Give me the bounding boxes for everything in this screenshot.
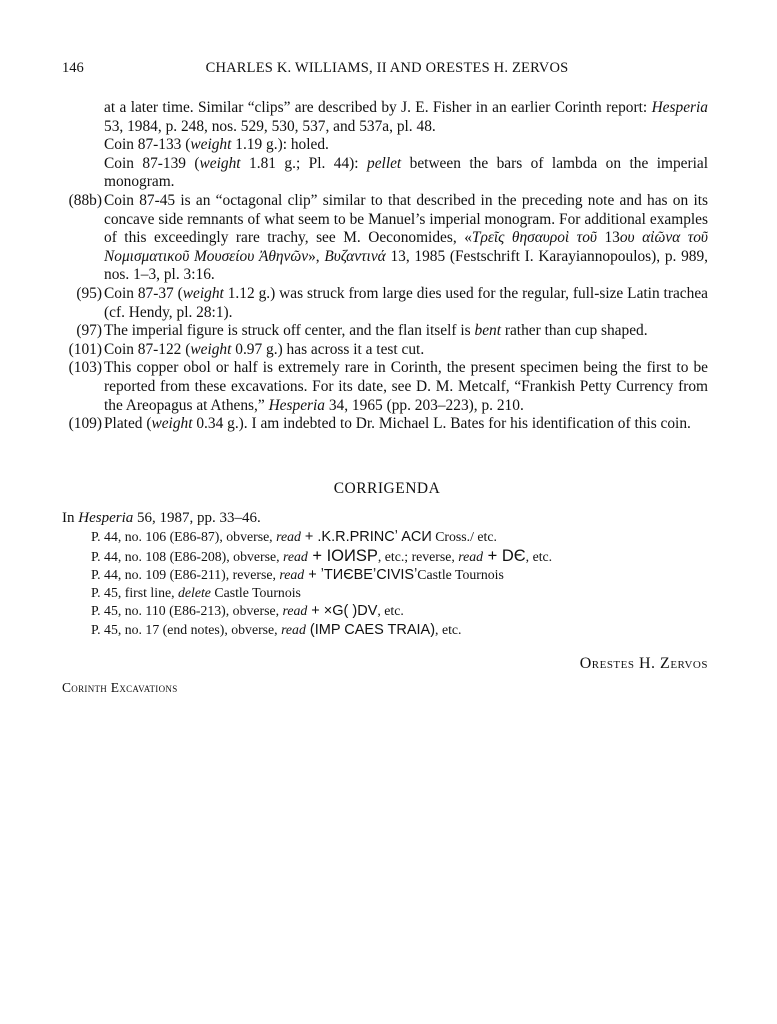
note-101 (62, 341, 708, 360)
greek-text: ου αἰῶνα τοῦ Νομισματικοῦ Μουσείου Ἀθηνῶν (104, 229, 708, 265)
note-number: (95) (76, 284, 102, 302)
text-run: , etc. (525, 548, 553, 564)
text-run: Coin 87-133 ( (104, 136, 191, 154)
coin-legend: (IMP CAES TRAIA) (305, 621, 436, 638)
greek-text: Τρεῖς θησαυροὶ τοῦ (471, 229, 597, 247)
italic-run: read (458, 548, 484, 564)
italic-run: read (282, 548, 308, 564)
italic-run: bent (474, 322, 501, 340)
note-body (104, 322, 708, 341)
corrigenda-item (91, 547, 712, 566)
text-run: P. 45, first line, (91, 585, 178, 601)
note-body (104, 341, 708, 360)
italic-run: read (282, 603, 308, 619)
coin-87-139-note (62, 155, 708, 192)
text-run: P. 44, no. 109 (E86-211), reverse, (91, 566, 280, 582)
text-run: In (62, 510, 79, 526)
italic-run: weight (151, 415, 193, 433)
italic-run: Hesperia (268, 396, 325, 414)
corrigenda-lead (62, 509, 712, 527)
italic-run: weight (199, 154, 241, 172)
text-run: P. 45, no. 17 (end notes), obverse, (91, 621, 282, 637)
italic-run: read (276, 529, 301, 545)
text-run: Coin 87-37 ( (104, 284, 183, 302)
coin-legend: + IOИSP (307, 546, 378, 565)
text-run: 13 (596, 229, 620, 247)
note-number: (97) (76, 322, 102, 340)
coin-87-133-note (62, 136, 708, 155)
text-run: rather than cup shaped. (501, 322, 648, 340)
corrigenda-heading: CORRIGENDA (333, 480, 441, 497)
note-number: (103) (68, 359, 102, 377)
continuation-text: at a later time. Similar “clips” are described by J. E. Fisher in an earlier Corinth report: (104, 99, 648, 116)
text-run: Coin 87-122 ( (104, 340, 191, 358)
greek-text: Βυζαντινά (324, 247, 386, 265)
text-run: 1.19 g.): holed. (231, 136, 329, 154)
journal-title: Hesperia (651, 99, 708, 116)
text-run: Cross./ etc. (431, 529, 497, 545)
coin-legend: + .K.R.PRINCʼ ACИ (300, 529, 432, 546)
corrigenda-item (91, 602, 712, 620)
italic-run: weight (190, 340, 232, 358)
text-run: 0.97 g.) has across it a test cut. (231, 340, 425, 358)
text-run: Coin 87-139 ( (104, 154, 200, 172)
note-body (104, 192, 708, 285)
text-run: between the bars of lambda on the imperial monogram. (104, 154, 709, 191)
note-number: (88b) (68, 191, 102, 209)
journal-title: Hesperia (78, 510, 134, 526)
note-109 (62, 415, 708, 434)
text-run: Castle Tournois (210, 585, 301, 601)
text-run: , etc.; reverse, (377, 548, 459, 564)
text-run: 34, 1965 (pp. 203–223), p. 210. (325, 396, 524, 414)
note-number: (101) (68, 340, 102, 358)
corrigenda-list (62, 528, 712, 639)
page-number: 146 (62, 60, 84, 76)
text-run: P. 45, no. 110 (E86-213), obverse, (91, 603, 283, 619)
running-header (62, 60, 712, 80)
note-88b (62, 192, 708, 285)
text-run: , etc. (435, 621, 462, 637)
italic-run: read (279, 566, 305, 582)
note-97 (62, 322, 708, 341)
corrigenda-item (91, 584, 712, 602)
notes-section (62, 99, 708, 434)
continuation-citation: 53, 1984, p. 248, nos. 529, 530, 537, and 537a, pl. 48. (104, 117, 436, 135)
italic-run: weight (190, 136, 232, 154)
corrigenda-section (62, 509, 712, 639)
corrigenda-item (91, 621, 712, 639)
author-signature: Orestes H. Zervos (579, 655, 708, 672)
text-run: The imperial figure is struck off center, and the flan itself is (104, 322, 475, 340)
text-run: 13, 1985 (Festschrift I. Karayiannopoulos), p. 989, nos. 1–3, pl. 3:16. (104, 247, 709, 284)
corrigenda-item (91, 528, 712, 546)
text-run: Castle Tournois (417, 566, 504, 582)
text-run: Plated ( (104, 415, 152, 433)
coin-legend: + ʼTИЄBEʼCIVISʼ (304, 566, 418, 583)
text-run: P. 44, no. 106 (E86-87), obverse, (91, 529, 277, 545)
text-run: 1.12 g.) was struck from large dies used for the regular, full-size Latin trachea (cf. Hendy, pl. 28:1). (104, 284, 708, 321)
note-103 (62, 359, 708, 415)
note-body (104, 415, 708, 434)
running-title: CHARLES K. WILLIAMS, II AND ORESTES H. ZERVOS (205, 60, 569, 76)
author-affiliation: Corinth Excavations (62, 680, 178, 695)
note-body (104, 285, 708, 322)
text-run: 56, 1987, pp. 33–46. (133, 510, 261, 526)
italic-run: pellet (367, 154, 402, 172)
note-number: (109) (68, 415, 102, 433)
text-run: 1.81 g.; Pl. 44): (240, 154, 368, 172)
text-run: Coin 87-45 is an “octagonal clip” similar to that described in the preceding note and has on its concave side remnants of what seem to be Manuel’s imperial monogram. For additional examples of this exceedingly rare trachy, see M. Oeconomides, « (104, 191, 708, 247)
text-run: 0.34 g.). I am indebted to Dr. Michael L. Bates for his identification of this coin. (192, 415, 691, 433)
italic-run: weight (182, 284, 224, 302)
note-body (104, 359, 708, 415)
continuation-paragraph (62, 99, 708, 136)
text-run: », (308, 247, 325, 265)
text-run: , etc. (377, 603, 404, 619)
coin-legend: + DЄ (483, 546, 526, 565)
italic-run: delete (178, 585, 211, 601)
note-95 (62, 285, 708, 322)
italic-run: read (281, 621, 306, 637)
text-run: This copper obol or half is extremely rare in Corinth, the present specimen being the first to be reported from these excavations. For its date, see D. M. Metcalf, “Frankish Petty Currency from the Areopagus at Athens,” (104, 359, 708, 414)
corrigenda-item (91, 566, 712, 584)
text-run: P. 44, no. 108 (E86-208), obverse, (91, 548, 283, 564)
coin-legend: + ×G( )DV (307, 603, 378, 620)
